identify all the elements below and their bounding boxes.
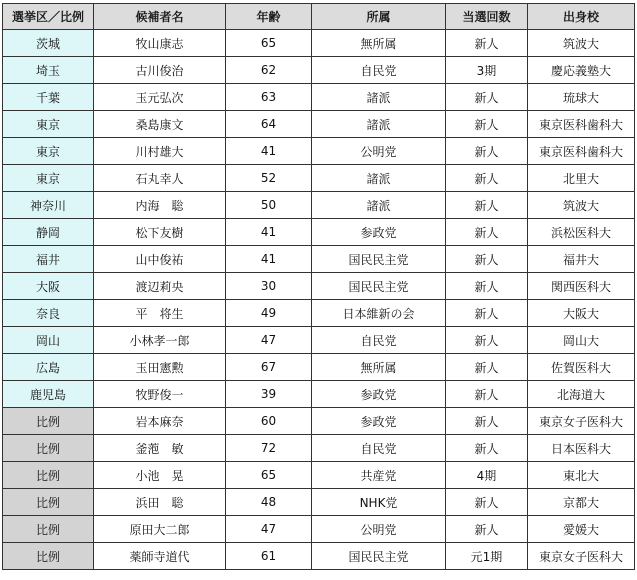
candidate-name-cell: 渡辺莉央: [94, 273, 226, 300]
candidate-name-cell: 釜萢 敏: [94, 435, 226, 462]
age-cell: 65: [226, 462, 312, 489]
district-cell: 奈良: [3, 300, 94, 327]
terms-cell: 新人: [446, 111, 528, 138]
terms-cell: 新人: [446, 327, 528, 354]
table-row: [3, 192, 635, 219]
age-cell: 47: [226, 327, 312, 354]
party-cell: 国民民主党: [312, 543, 446, 570]
district-cell: 千葉: [3, 84, 94, 111]
candidate-name-cell: 薬師寺道代: [94, 543, 226, 570]
alma-mater-cell: 筑波大: [528, 192, 635, 219]
party-cell: 諸派: [312, 165, 446, 192]
alma-mater-cell: 北里大: [528, 165, 635, 192]
candidate-name-cell: 川村雄大: [94, 138, 226, 165]
party-cell: 無所属: [312, 30, 446, 57]
candidate-name-cell: 平 将生: [94, 300, 226, 327]
terms-cell: 新人: [446, 300, 528, 327]
table-row: [3, 516, 635, 543]
candidate-name-cell: 玉元弘次: [94, 84, 226, 111]
terms-cell: 新人: [446, 354, 528, 381]
table-row: [3, 246, 635, 273]
district-cell: 埼玉: [3, 57, 94, 84]
header-candidate-name: 候補者名: [94, 4, 226, 30]
district-cell: 広島: [3, 354, 94, 381]
table-row: [3, 435, 635, 462]
candidate-name-cell: 石丸幸人: [94, 165, 226, 192]
age-cell: 48: [226, 489, 312, 516]
candidate-name-cell: 浜田 聡: [94, 489, 226, 516]
alma-mater-cell: 東北大: [528, 462, 635, 489]
alma-mater-cell: 筑波大: [528, 30, 635, 57]
party-cell: 諸派: [312, 192, 446, 219]
table-header-row: [3, 4, 635, 30]
party-cell: 自民党: [312, 327, 446, 354]
table-row: [3, 165, 635, 192]
party-cell: 諸派: [312, 84, 446, 111]
alma-mater-cell: 東京女子医科大: [528, 543, 635, 570]
age-cell: 60: [226, 408, 312, 435]
terms-cell: 新人: [446, 489, 528, 516]
header-age: 年齢: [226, 4, 312, 30]
party-cell: 参政党: [312, 408, 446, 435]
header-terms: 当選回数: [446, 4, 528, 30]
age-cell: 50: [226, 192, 312, 219]
terms-cell: 新人: [446, 516, 528, 543]
age-cell: 64: [226, 111, 312, 138]
district-cell: 比例: [3, 543, 94, 570]
alma-mater-cell: 愛媛大: [528, 516, 635, 543]
header-party: 所属: [312, 4, 446, 30]
table-row: [3, 300, 635, 327]
age-cell: 41: [226, 246, 312, 273]
alma-mater-cell: 東京医科歯科大: [528, 111, 635, 138]
party-cell: 自民党: [312, 435, 446, 462]
party-cell: 自民党: [312, 57, 446, 84]
alma-mater-cell: 日本医科大: [528, 435, 635, 462]
district-cell: 岡山: [3, 327, 94, 354]
age-cell: 41: [226, 138, 312, 165]
district-cell: 東京: [3, 111, 94, 138]
terms-cell: 元1期: [446, 543, 528, 570]
alma-mater-cell: 浜松医科大: [528, 219, 635, 246]
party-cell: 諸派: [312, 111, 446, 138]
terms-cell: 新人: [446, 435, 528, 462]
age-cell: 65: [226, 30, 312, 57]
party-cell: 国民民主党: [312, 246, 446, 273]
alma-mater-cell: 東京女子医科大: [528, 408, 635, 435]
table-row: [3, 489, 635, 516]
table-row: [3, 543, 635, 570]
district-cell: 比例: [3, 489, 94, 516]
table-row: [3, 219, 635, 246]
candidate-name-cell: 松下友樹: [94, 219, 226, 246]
candidate-name-cell: 玉田憲勲: [94, 354, 226, 381]
candidates-table-container: [2, 3, 635, 570]
table-row: [3, 381, 635, 408]
header-alma-mater: 出身校: [528, 4, 635, 30]
district-cell: 鹿児島: [3, 381, 94, 408]
alma-mater-cell: 福井大: [528, 246, 635, 273]
party-cell: 無所属: [312, 354, 446, 381]
district-cell: 静岡: [3, 219, 94, 246]
age-cell: 62: [226, 57, 312, 84]
candidate-name-cell: 山中俊祐: [94, 246, 226, 273]
district-cell: 茨城: [3, 30, 94, 57]
district-cell: 大阪: [3, 273, 94, 300]
table-row: [3, 57, 635, 84]
party-cell: 日本維新の会: [312, 300, 446, 327]
alma-mater-cell: 岡山大: [528, 327, 635, 354]
district-cell: 比例: [3, 462, 94, 489]
table-row: [3, 408, 635, 435]
terms-cell: 新人: [446, 219, 528, 246]
age-cell: 39: [226, 381, 312, 408]
table-body: [3, 30, 635, 570]
candidate-name-cell: 小林孝一郎: [94, 327, 226, 354]
party-cell: NHK党: [312, 489, 446, 516]
candidate-name-cell: 内海 聡: [94, 192, 226, 219]
terms-cell: 新人: [446, 192, 528, 219]
age-cell: 47: [226, 516, 312, 543]
age-cell: 52: [226, 165, 312, 192]
table-row: [3, 462, 635, 489]
party-cell: 参政党: [312, 219, 446, 246]
alma-mater-cell: 佐賀医科大: [528, 354, 635, 381]
candidate-name-cell: 小池 晃: [94, 462, 226, 489]
terms-cell: 4期: [446, 462, 528, 489]
age-cell: 72: [226, 435, 312, 462]
party-cell: 公明党: [312, 516, 446, 543]
party-cell: 公明党: [312, 138, 446, 165]
terms-cell: 新人: [446, 84, 528, 111]
candidate-name-cell: 桑島康文: [94, 111, 226, 138]
terms-cell: 新人: [446, 408, 528, 435]
candidate-name-cell: 古川俊治: [94, 57, 226, 84]
party-cell: 国民民主党: [312, 273, 446, 300]
age-cell: 41: [226, 219, 312, 246]
terms-cell: 新人: [446, 246, 528, 273]
age-cell: 61: [226, 543, 312, 570]
alma-mater-cell: 琉球大: [528, 84, 635, 111]
table-row: [3, 327, 635, 354]
alma-mater-cell: 東京医科歯科大: [528, 138, 635, 165]
alma-mater-cell: 京都大: [528, 489, 635, 516]
candidates-table: [2, 3, 635, 570]
table-row: [3, 111, 635, 138]
district-cell: 比例: [3, 408, 94, 435]
terms-cell: 新人: [446, 273, 528, 300]
candidate-name-cell: 牧野俊一: [94, 381, 226, 408]
table-row: [3, 354, 635, 381]
alma-mater-cell: 慶応義塾大: [528, 57, 635, 84]
candidate-name-cell: 原田大二郎: [94, 516, 226, 543]
party-cell: 共産党: [312, 462, 446, 489]
district-cell: 比例: [3, 435, 94, 462]
age-cell: 63: [226, 84, 312, 111]
district-cell: 東京: [3, 138, 94, 165]
age-cell: 30: [226, 273, 312, 300]
district-cell: 福井: [3, 246, 94, 273]
terms-cell: 3期: [446, 57, 528, 84]
table-row: [3, 138, 635, 165]
header-district: 選挙区／比例: [3, 4, 94, 30]
party-cell: 参政党: [312, 381, 446, 408]
terms-cell: 新人: [446, 165, 528, 192]
terms-cell: 新人: [446, 138, 528, 165]
candidate-name-cell: 岩本麻奈: [94, 408, 226, 435]
alma-mater-cell: 北海道大: [528, 381, 635, 408]
table-row: [3, 30, 635, 57]
age-cell: 49: [226, 300, 312, 327]
district-cell: 東京: [3, 165, 94, 192]
terms-cell: 新人: [446, 381, 528, 408]
terms-cell: 新人: [446, 30, 528, 57]
district-cell: 神奈川: [3, 192, 94, 219]
alma-mater-cell: 大阪大: [528, 300, 635, 327]
table-row: [3, 273, 635, 300]
alma-mater-cell: 関西医科大: [528, 273, 635, 300]
table-row: [3, 84, 635, 111]
age-cell: 67: [226, 354, 312, 381]
candidate-name-cell: 牧山康志: [94, 30, 226, 57]
district-cell: 比例: [3, 516, 94, 543]
